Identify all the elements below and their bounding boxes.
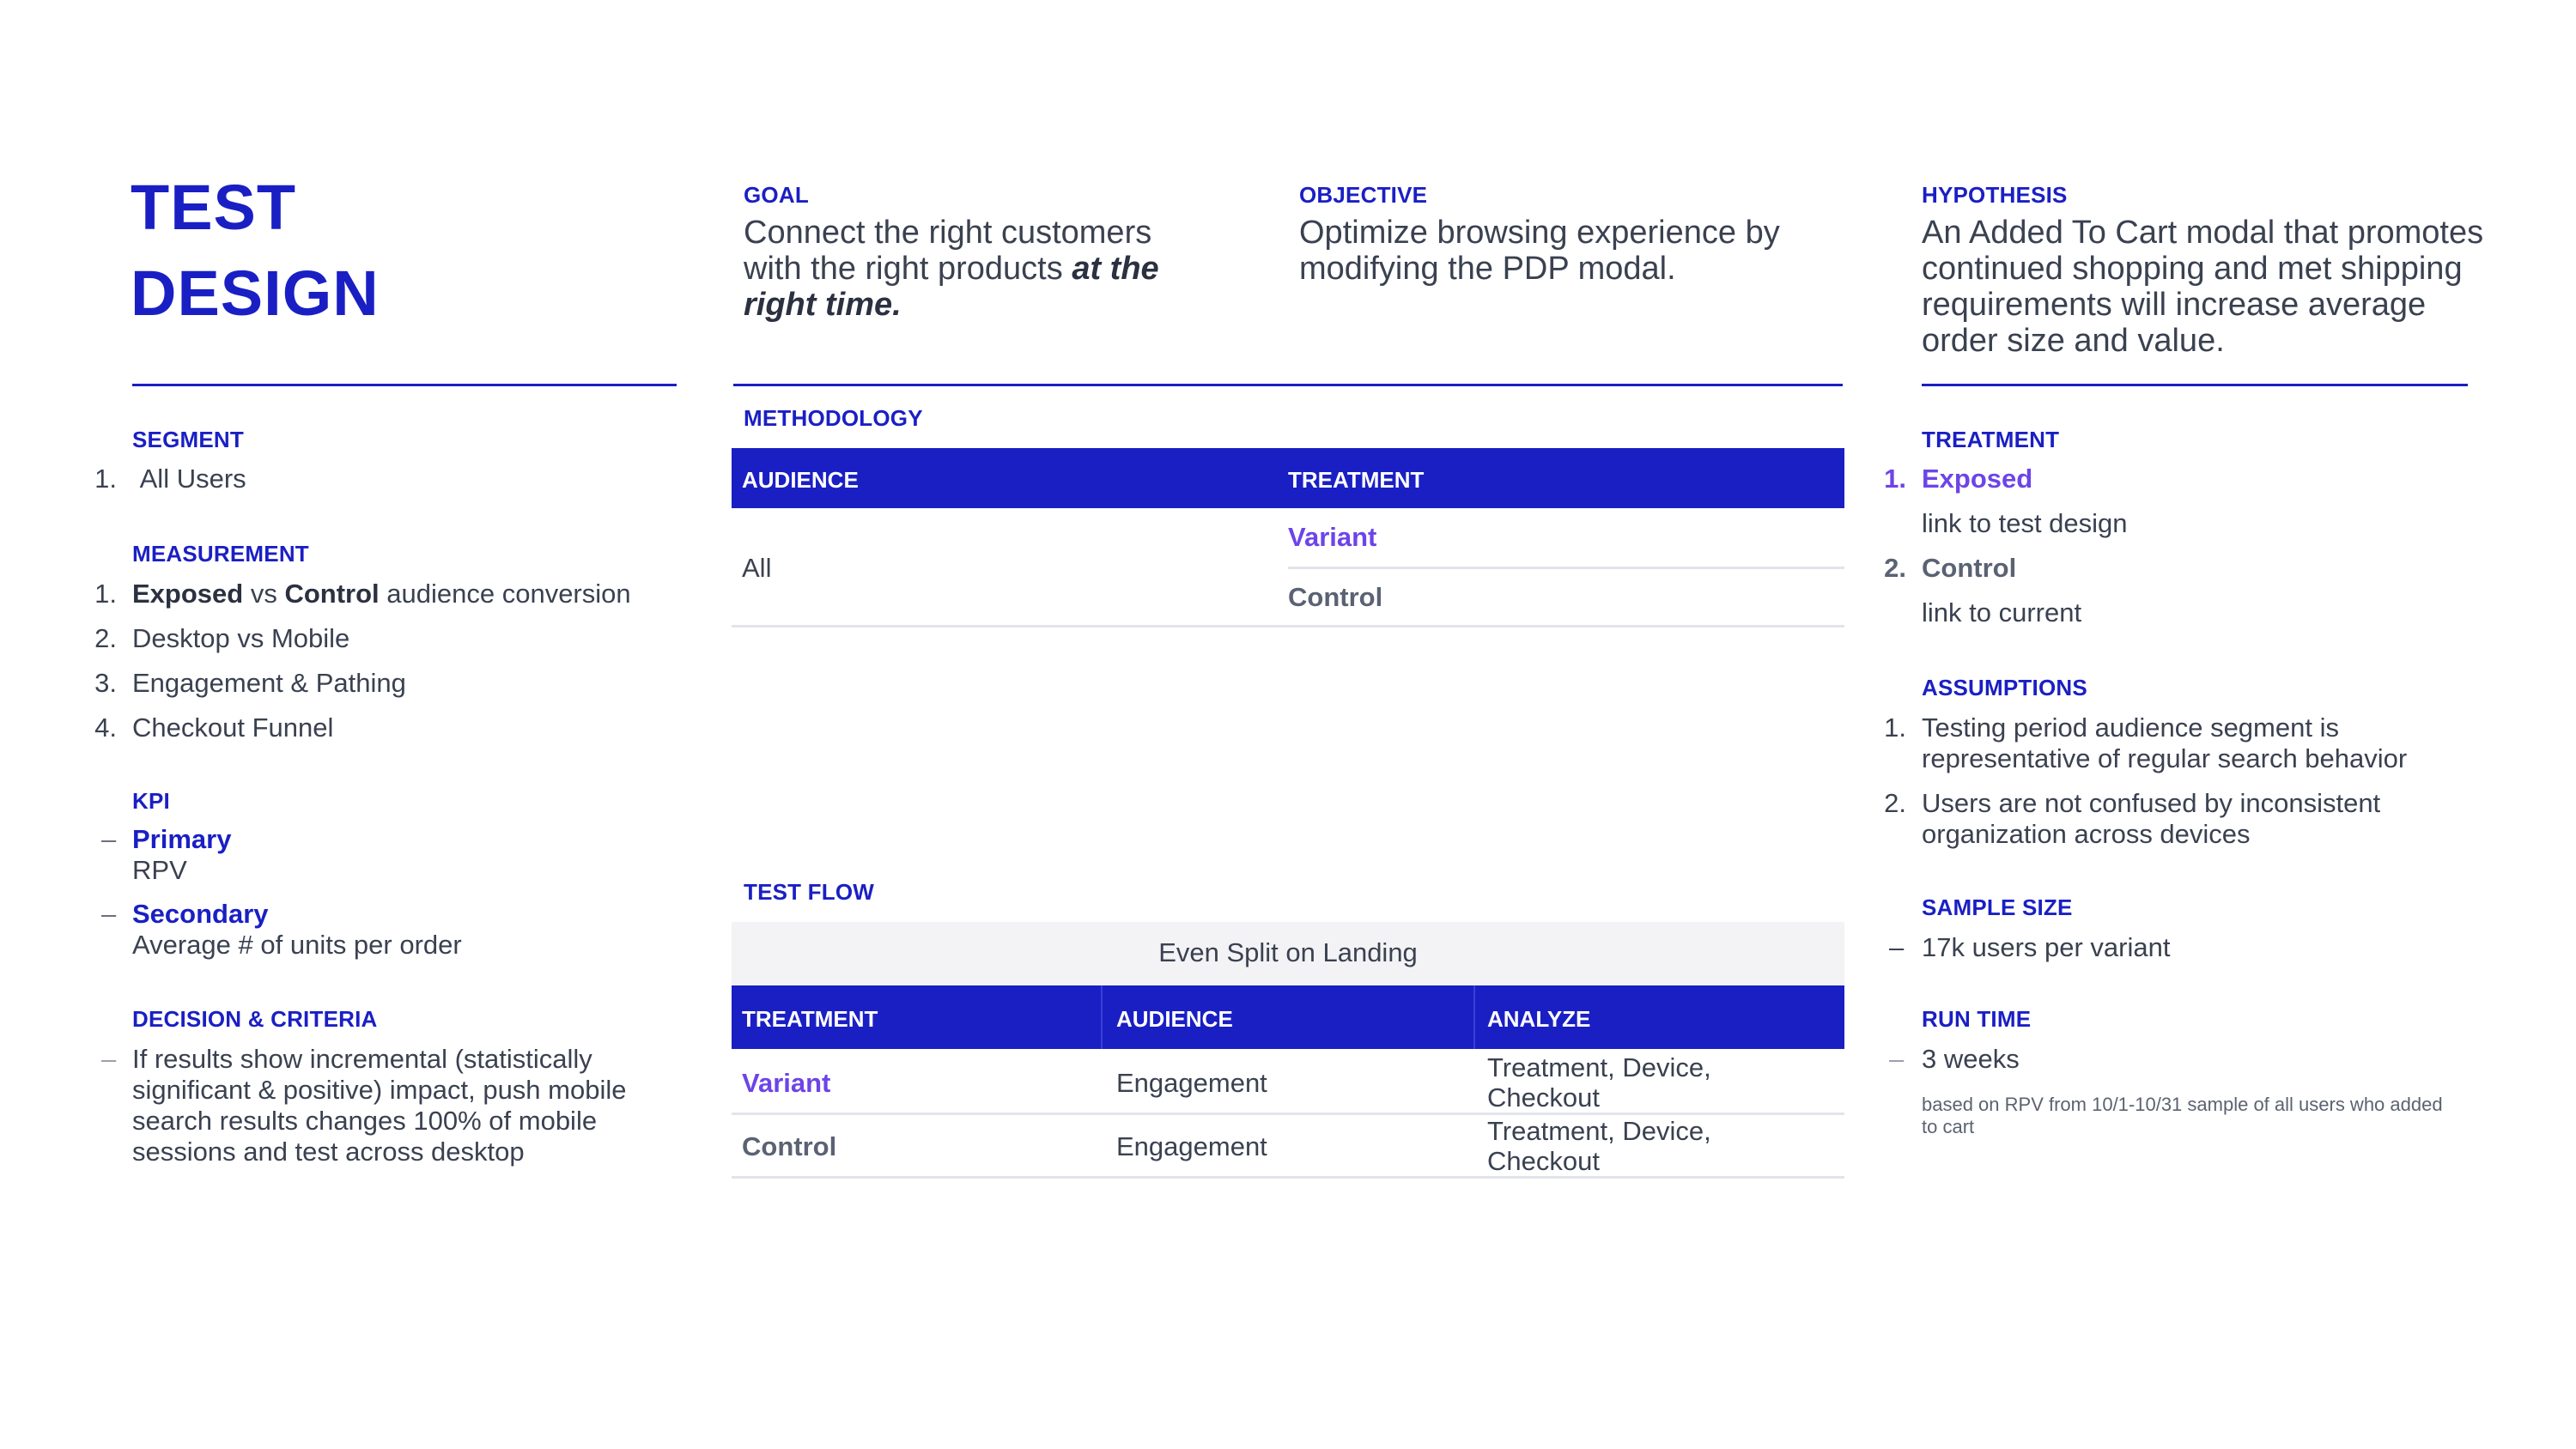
treatment-label: TREATMENT (1922, 427, 2060, 452)
list-number: 2. (94, 623, 117, 653)
page-title-line1: TEST (131, 172, 297, 243)
methodology-audience-value: All (742, 553, 772, 583)
flow-audience-header: AUDIENCE (1116, 1006, 1233, 1032)
even-split-text: Even Split on Landing (1158, 937, 1418, 967)
page-title-line2: DESIGN (131, 258, 380, 329)
kpi-secondary-value: Average # of units per order (132, 930, 462, 960)
kpi-label: KPI (132, 788, 170, 814)
goal-line2-plain: with the right products (744, 251, 1072, 287)
sample-size-label: SAMPLE SIZE (1922, 894, 2073, 920)
hypothesis-line4: order size and value. (1922, 323, 2225, 359)
segment-item (82, 464, 246, 494)
vs-text: vs (243, 579, 285, 609)
kpi-secondary-title: Secondary (132, 899, 269, 929)
methodology-header-row (732, 448, 1844, 508)
list-number: 2. (1884, 788, 1906, 818)
dash: – (1889, 932, 1905, 962)
kpi-primary-value: RPV (132, 855, 187, 885)
flow-row-control-analyze (1487, 1116, 1711, 1176)
objective-line1: Optimize browsing experience by (1299, 215, 1780, 251)
measurement-rest: audience conversion (379, 579, 631, 609)
page-title (131, 165, 380, 336)
methodology-treatment-header: TREATMENT (1288, 467, 1425, 493)
treatment-control: Control (1922, 553, 2017, 583)
objective-line2: modifying the PDP modal. (1299, 251, 1676, 287)
decision-line3: search results changes 100% of mobile (132, 1106, 598, 1136)
list-item (82, 579, 631, 623)
control-term: Control (284, 579, 380, 609)
list-number: 2. (1884, 553, 1906, 583)
goal-emphasis-end: right time. (744, 287, 902, 323)
goal-text (744, 215, 1224, 323)
list-item (82, 668, 631, 712)
flow-treatment-header: TREATMENT (742, 1006, 878, 1032)
hypothesis-label: HYPOTHESIS (1922, 182, 2068, 208)
header-separator (1473, 985, 1475, 1049)
hypothesis-line1: An Added To Cart modal that promotes (1922, 215, 2484, 251)
goal-emphasis: at the (1072, 251, 1159, 287)
run-time-note (1922, 1094, 2506, 1138)
list-item (82, 712, 631, 757)
hypothesis-line3: requirements will increase average (1922, 287, 2427, 323)
test-flow-label: TEST FLOW (744, 879, 874, 905)
measurement-label: MEASUREMENT (132, 541, 309, 567)
dash: – (101, 824, 117, 854)
test-flow-header-row (732, 985, 1844, 1049)
run-time-text: 3 weeks (1922, 1044, 2020, 1074)
exposed-term: Exposed (132, 579, 244, 609)
list-number: 4. (94, 712, 117, 743)
goal-line2 (744, 251, 1224, 287)
list-number: 1. (1884, 464, 1906, 494)
treatment-exposed: Exposed (1922, 464, 2033, 494)
analyze-line1: Treatment, Device, (1487, 1116, 1711, 1146)
list-number: 1. (94, 579, 117, 609)
methodology-audience-header: AUDIENCE (742, 467, 859, 493)
kpi-primary-title: Primary (132, 824, 232, 854)
assumption2-line2: organization across devices (1922, 819, 2251, 849)
assumption1-line2: representative of regular search behavior (1922, 743, 2408, 773)
dash: – (101, 1044, 117, 1074)
goal-line1: Connect the right customers (744, 215, 1152, 251)
methodology-table-bottom (732, 625, 1844, 627)
divider-left (132, 384, 677, 386)
divider-right (1922, 384, 2468, 386)
treatment-exposed-link[interactable]: link to test design (1922, 508, 2128, 538)
flow-row-variant-analyze (1487, 1052, 1711, 1113)
decision-label: DECISION & CRITERIA (132, 1006, 378, 1032)
decision-line2: significant & positive) impact, push mobile (132, 1075, 627, 1105)
flow-row-variant-audience: Engagement (1116, 1068, 1267, 1098)
list-text: Engagement & Pathing (132, 668, 406, 698)
list-text: Desktop vs Mobile (132, 623, 350, 653)
hypothesis-text (1922, 215, 2523, 359)
divider-middle (733, 384, 1843, 386)
flow-row-divider (732, 1113, 1844, 1115)
segment-text: All Users (139, 464, 246, 494)
dash: – (1889, 1044, 1905, 1074)
hypothesis-line2: continued shopping and met shipping (1922, 251, 2463, 287)
header-separator (1101, 985, 1103, 1049)
run-time-label: RUN TIME (1922, 1006, 2032, 1032)
dash: – (101, 899, 117, 929)
even-split-band (732, 922, 1844, 985)
decision-line4: sessions and test across desktop (132, 1137, 525, 1167)
flow-row-control-audience: Engagement (1116, 1131, 1267, 1161)
flow-analyze-header: ANALYZE (1487, 1006, 1591, 1032)
analyze-line2: Checkout (1487, 1146, 1600, 1176)
objective-label: OBJECTIVE (1299, 182, 1428, 208)
methodology-variant: Variant (1288, 522, 1377, 552)
analyze-line1: Treatment, Device, (1487, 1052, 1711, 1082)
list-number: 1. (1884, 712, 1906, 743)
measurement-list (82, 579, 631, 757)
goal-line3 (744, 287, 1224, 323)
decision-line1: If results show incremental (statistically (132, 1044, 592, 1074)
methodology-control: Control (1288, 582, 1383, 612)
sample-size-text: 17k users per variant (1922, 932, 2171, 962)
methodology-row-divider (1288, 567, 1844, 569)
flow-row-variant-treatment: Variant (742, 1068, 831, 1098)
objective-text (1299, 215, 1832, 287)
list-text: Checkout Funnel (132, 712, 334, 743)
flow-table-bottom (732, 1176, 1844, 1179)
treatment-control-link[interactable]: link to current (1922, 597, 2082, 627)
list-number: 1. (94, 464, 117, 494)
assumption1-line1: Testing period audience segment is (1922, 712, 2339, 743)
analyze-line2: Checkout (1487, 1082, 1600, 1113)
list-item (82, 623, 631, 668)
flow-row-control-treatment: Control (742, 1131, 837, 1161)
assumptions-label: ASSUMPTIONS (1922, 675, 2087, 700)
run-time-note-line1: based on RPV from 10/1-10/31 sample of all users who added (1922, 1094, 2443, 1115)
goal-label: GOAL (744, 182, 809, 208)
methodology-label: METHODOLOGY (744, 405, 923, 431)
segment-label: SEGMENT (132, 427, 244, 452)
run-time-note-line2: to cart (1922, 1116, 1975, 1137)
list-number: 3. (94, 668, 117, 698)
assumption2-line1: Users are not confused by inconsistent (1922, 788, 2381, 818)
